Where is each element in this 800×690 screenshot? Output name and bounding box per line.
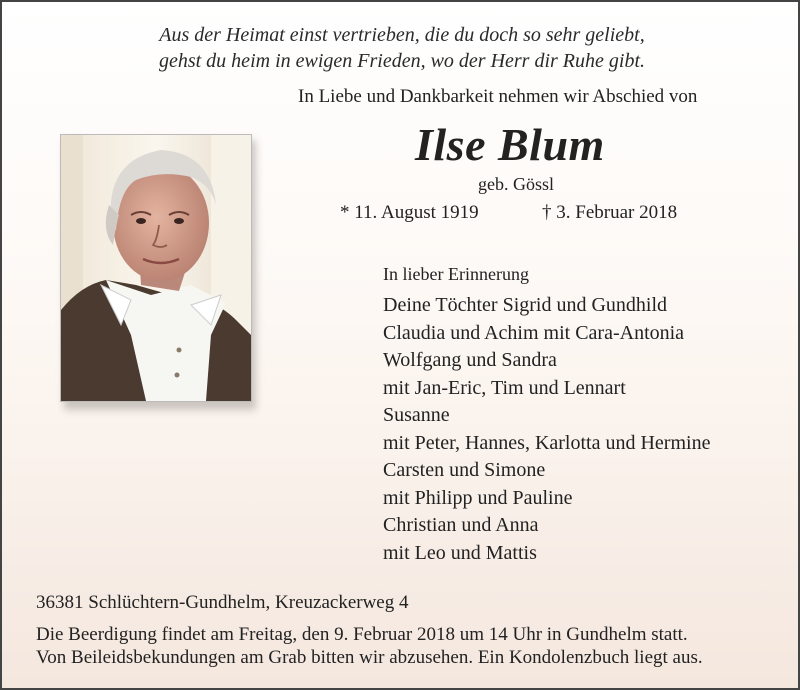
portrait-illustration: [61, 135, 251, 401]
deceased-name: Ilse Blum: [415, 119, 605, 170]
death-date: † 3. Februar 2018: [542, 202, 678, 223]
family-address: 36381 Schlüchtern-Gundhelm, Kreuzackerweg 4: [36, 592, 409, 613]
funeral-info: [36, 623, 703, 669]
funeral-line-2: Von Beileidsbekundungen am Grab bitten wir abzusehen. Ein Kondolenzbuch liegt aus.: [36, 647, 703, 668]
mourners-heading: In lieber Erinnerung: [383, 264, 529, 284]
portrait-photo: [60, 134, 252, 402]
birth-date: * 11. August 1919: [340, 202, 479, 223]
mourner-line: Carsten und Simone: [383, 459, 546, 481]
mourner-line: Susanne: [383, 404, 450, 426]
mourner-line: Claudia und Achim mit Cara-Antonia: [383, 321, 685, 344]
verse-line-1: Aus der Heimat einst vertrieben, die du doch so sehr geliebt,: [159, 24, 645, 46]
mourner-line: mit Jan-Eric, Tim und Lennart: [383, 376, 626, 399]
mourner-line: mit Leo und Mattis: [383, 541, 537, 564]
farewell-intro: In Liebe und Dankbarkeit nehmen wir Abschied von: [298, 86, 698, 107]
mourner-line: Christian und Anna: [383, 514, 539, 536]
maiden-name: geb. Gössl: [478, 174, 554, 194]
mourner-line: mit Peter, Hannes, Karlotta und Hermine: [383, 431, 711, 454]
mourner-line: mit Philipp und Pauline: [383, 486, 573, 509]
memorial-verse: [2, 22, 800, 74]
mourners-list: [383, 292, 710, 567]
funeral-line-1: Die Beerdigung findet am Freitag, den 9. Februar 2018 um 14 Uhr in Gundhelm statt.: [36, 624, 688, 645]
mourner-line: Wolfgang und Sandra: [383, 349, 557, 371]
mourner-line: Deine Töchter Sigrid und Gundhild: [383, 294, 668, 316]
verse-line-2: gehst du heim in ewigen Frieden, wo der Herr dir Ruhe gibt.: [158, 50, 646, 72]
